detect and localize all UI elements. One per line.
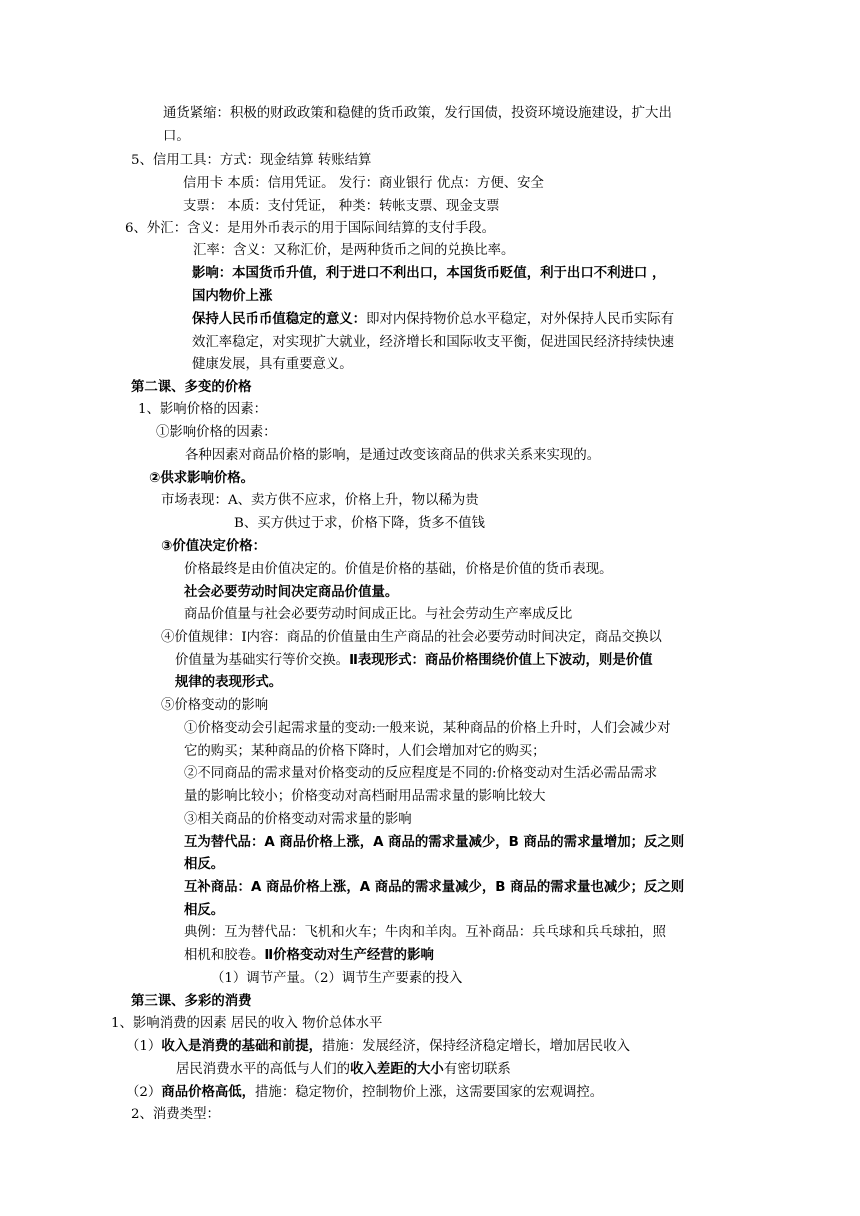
text-line: 典例：互为替代品：飞机和火车；牛肉和羊肉。互补商品：兵乓球和兵乓球拍，照 — [184, 925, 667, 940]
text-line: 市场表现：A、卖方供不应求，价格上升，物以稀为贵 — [161, 493, 479, 508]
text-line-bold: ②供求影响价格。 — [149, 471, 255, 486]
text-line-bold: 互补商品：A 商品价格上涨，A 商品的需求量减少，B 商品的需求量也减少；反之则 — [184, 880, 685, 895]
text-line-bold: 互为替代品：A 商品价格上涨，A 商品的需求量减少，B 商品的需求量增加；反之则 — [184, 835, 685, 850]
text-run: 即对内保持物价总水平稳定，对外保持人民币实际有 — [366, 312, 675, 327]
text-line: 商品价值量与社会必要劳动时间成正比。与社会劳动生产率成反比 — [184, 607, 573, 622]
text-line: 效汇率稳定，对实现扩大就业，经济增长和国际收支平衡，促进国民经济持续快速 — [192, 335, 675, 350]
text-line — [192, 310, 674, 330]
bold-phrase: 收入是消费的基础和前提， — [161, 1039, 322, 1054]
section-heading: 第二课、多变的价格 — [131, 380, 252, 395]
text-line — [126, 1037, 630, 1057]
text-line: 它的购买；某种商品的价格下降时，人们会增加对它的购买； — [184, 744, 546, 759]
text-line: 价格最终是由价值决定的。价值是价格的基础，价格是价值的货币表现。 — [184, 562, 613, 577]
text-run: 居民消费水平的高低与人们的 — [176, 1062, 351, 1077]
text-line-bold: 相反。 — [184, 903, 225, 918]
text-line: B、买方供过于求，价格下降，货多不值钱 — [234, 516, 485, 531]
text-line: （1）调节产量。（2）调节生产要素的投入 — [211, 971, 463, 986]
text-run: （2） — [126, 1085, 162, 1100]
text-line: ①价格变动会引起需求量的变动:一般来说，某种商品的价格上升时，人们会减少对 — [184, 721, 671, 736]
bold-phrase: 商品价格高低， — [161, 1085, 256, 1100]
text-run: （1） — [126, 1039, 162, 1054]
text-line: ③相关商品的价格变动对需求量的影响 — [184, 812, 412, 827]
text-line — [126, 1083, 603, 1103]
text-run: 措施：稳定物价，控制物价上涨，这需要国家的宏观调控。 — [255, 1085, 604, 1100]
text-line: 支票： 本质：支付凭证， 种类：转帐支票、现金支票 — [183, 199, 500, 214]
text-run: 价值量为基础实行等价交换。 — [175, 653, 350, 668]
text-line: 汇率：含义：又称汇价，是两种货币之间的兑换比率。 — [193, 243, 515, 258]
text-line: 口。 — [163, 129, 190, 144]
bold-phrase: 保持人民币币值稳定的意义： — [192, 312, 367, 327]
text-line: ⑤价格变动的影响 — [161, 698, 269, 713]
text-line: 1、影响消费的因素 居民的收入 物价总体水平 — [111, 1016, 383, 1031]
bold-phrase: Ⅱ表现形式：商品价格围绕价值上下波动，则是价值 — [349, 653, 653, 668]
text-run: 有密切联系 — [443, 1062, 511, 1077]
text-line — [175, 651, 653, 671]
text-line: 各种因素对商品价格的影响，是通过改变该商品的供求关系来实现的。 — [185, 448, 601, 463]
text-line: 6、外汇：含义：是用外币表示的用于国际间结算的支付手段。 — [125, 221, 496, 236]
text-line-bold: 规律的表现形式。 — [175, 675, 283, 690]
text-line: 1、影响价格的因素： — [138, 402, 268, 417]
text-line: 2、消费类型： — [131, 1107, 220, 1122]
text-line: ①影响价格的因素： — [156, 425, 277, 440]
bold-phrase: 收入差距的大小 — [350, 1062, 444, 1077]
text-run: 措施：发展经济，保持经济稳定增长，增加居民收入 — [322, 1039, 630, 1054]
text-line — [184, 946, 434, 966]
section-heading: 第三课、多彩的消费 — [131, 994, 252, 1009]
text-line: 5、信用工具：方式：现金结算 转账结算 — [131, 153, 372, 168]
text-line: ②不同商品的需求量对价格变动的反应程度是不同的:价格变动对生活必需品需求 — [184, 766, 658, 781]
text-line: 健康发展，具有重要意义。 — [192, 357, 353, 372]
text-line-bold: 影响：本国货币升值，利于进口不利出口，本国货币贬值，利于出口不利进口 ， — [192, 266, 666, 281]
text-run: 相机和胶卷。 — [184, 948, 265, 963]
text-line: 信用卡 本质：信用凭证。 发行：商业银行 优点：方便、安全 — [183, 176, 544, 191]
text-line-bold: 相反。 — [184, 857, 225, 872]
bold-phrase: Ⅱ价格变动对生产经营的影响 — [264, 948, 434, 963]
text-line-bold: 社会必要劳动时间决定商品价值量。 — [184, 585, 399, 600]
text-line-bold: ③价值决定价格： — [161, 539, 267, 554]
text-line: 通货紧缩：积极的财政政策和稳健的货币政策，发行国债，投资环境设施建设，扩大出 — [163, 106, 672, 121]
text-line — [176, 1060, 511, 1080]
text-line-bold: 国内物价上涨 — [192, 289, 273, 304]
text-line: ④价值规律：Ⅰ内容：商品的价值量由生产商品的社会必要劳动时间决定，商品交换以 — [161, 630, 662, 645]
text-line: 量的影响比较小；价格变动对高档耐用品需求量的影响比较大 — [184, 789, 546, 804]
